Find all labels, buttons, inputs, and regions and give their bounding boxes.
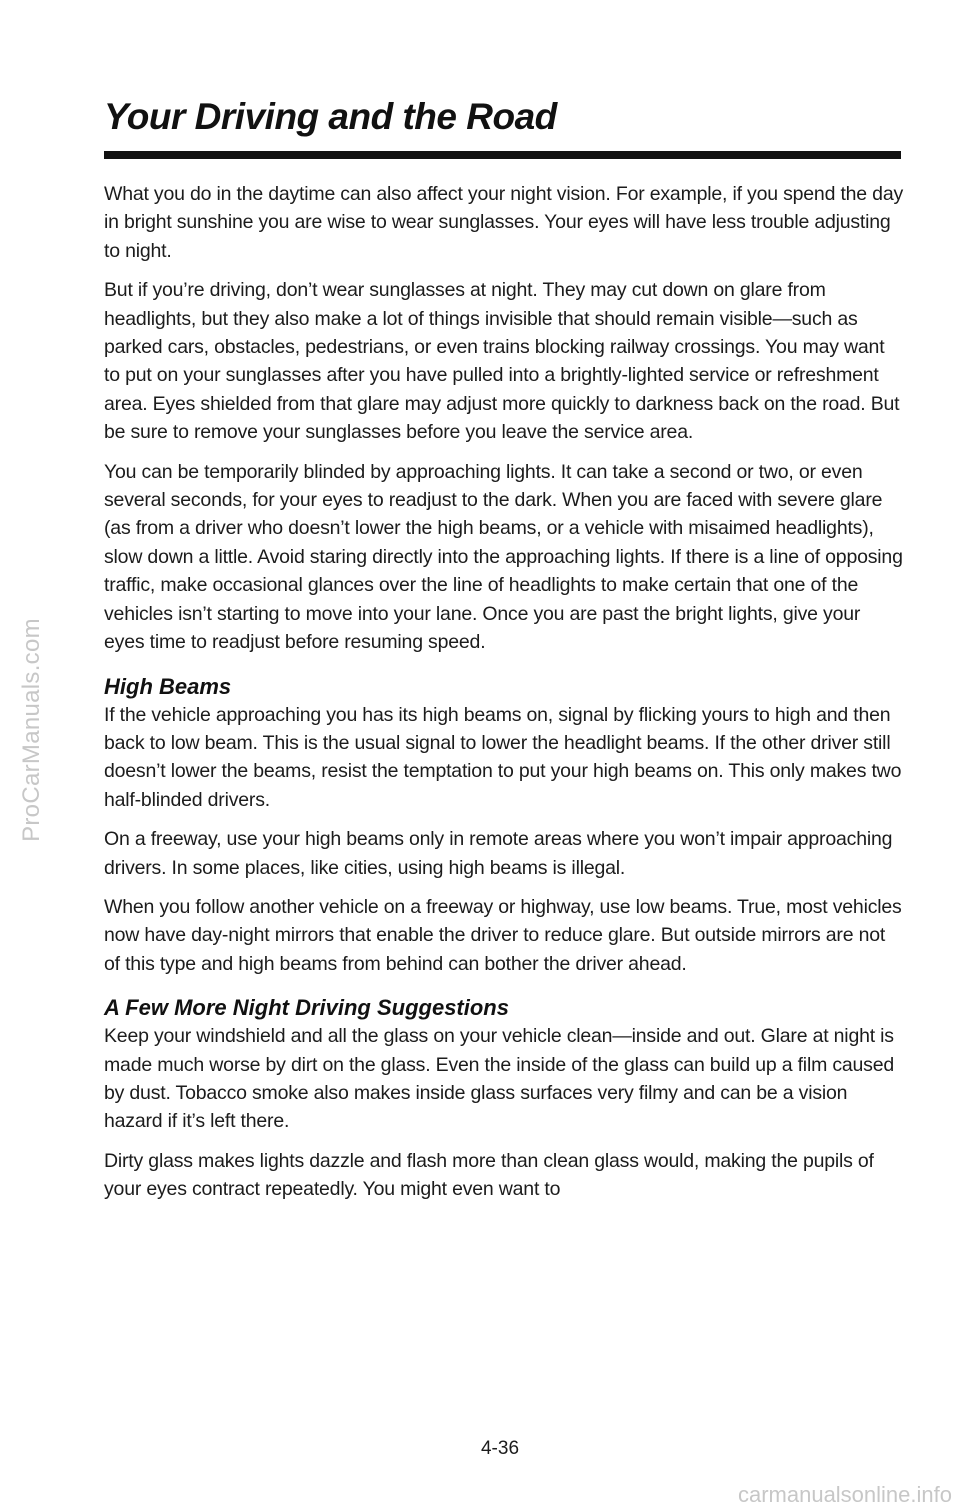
- page-content: [104, 180, 904, 1215]
- page-number: 4-36: [480, 1438, 520, 1459]
- page-title: Your Driving and the Road: [104, 96, 557, 137]
- section-heading-night-driving: A Few More Night Driving Suggestions: [104, 995, 509, 1021]
- paragraph: On a freeway, use your high beams only in remote areas where you won’t impair approaching drivers. In some places, like cities, using high beams is illegal.: [104, 828, 893, 879]
- bottom-watermark: carmanualsonline.info: [737, 1482, 952, 1507]
- paragraph: But if you’re driving, don’t wear sunglasses at night. They may cut down on glare from headlights, but they also make a lot of things invisible that should remain visible—such as parked cars, obstacles, pedestrians, or even trains blocking railway crossings. You may want to put on your sunglasses after you have pulled into a brightly-lighted service or refreshment area. Eyes shielded from that glare may adjust more quickly to darkness back on the road. But be sure to remove your sunglasses before you leave the service area.: [104, 279, 900, 444]
- paragraph: You can be temporarily blinded by approaching lights. It can take a second or two, or even several seconds, for your eyes to readjust to the dark. When you are faced with severe glare (as from a driver who doesn’t lower the high beams, or a vehicle with misaimed headlights), slow down a little. Avoid staring directly into the approaching lights. If there is a line of opposing traffic, make occasional glances over the line of headlights to make certain that one of the vehicles isn’t starting to move into your lane. Once you are past the bright lights, give your eyes time to readjust before resuming speed.: [104, 460, 903, 654]
- paragraph: When you follow another vehicle on a freeway or highway, use low beams. True, most vehicles now have day-night mirrors that enable the driver to reduce glare. But outside mirrors are not of this type and high beams from behind can bother the driver ahead.: [104, 895, 902, 975]
- paragraph: If the vehicle approaching you has its high beams on, signal by flicking yours to high and then back to low beam. This is the usual signal to lower the headlight beams. If the other driver still doesn’t lower the beams, resist the temptation to put your high beams on. This only makes two half-blinded drivers.: [104, 703, 902, 811]
- section-heading-high-beams: High Beams: [104, 673, 232, 699]
- side-watermark-text: ProCarManuals.com: [18, 618, 45, 842]
- paragraph: Keep your windshield and all the glass on your vehicle clean—inside and out. Glare at night is made much worse by dirt on the glass. Even the inside of the glass can build up a film caused by dust. Tobacco smoke also makes inside glass surfaces very filmy and can be a vision hazard if it’s left there.: [104, 1025, 895, 1133]
- title-rule: [104, 151, 901, 159]
- paragraph: Dirty glass makes lights dazzle and flash more than clean glass would, making the pupils of your eyes contract repeatedly. You might even want to: [104, 1149, 874, 1201]
- paragraph: What you do in the daytime can also affect your night vision. For example, if you spend the day in bright sunshine you are wise to wear sunglasses. Your eyes will have less trouble adjusting to night.: [104, 183, 904, 262]
